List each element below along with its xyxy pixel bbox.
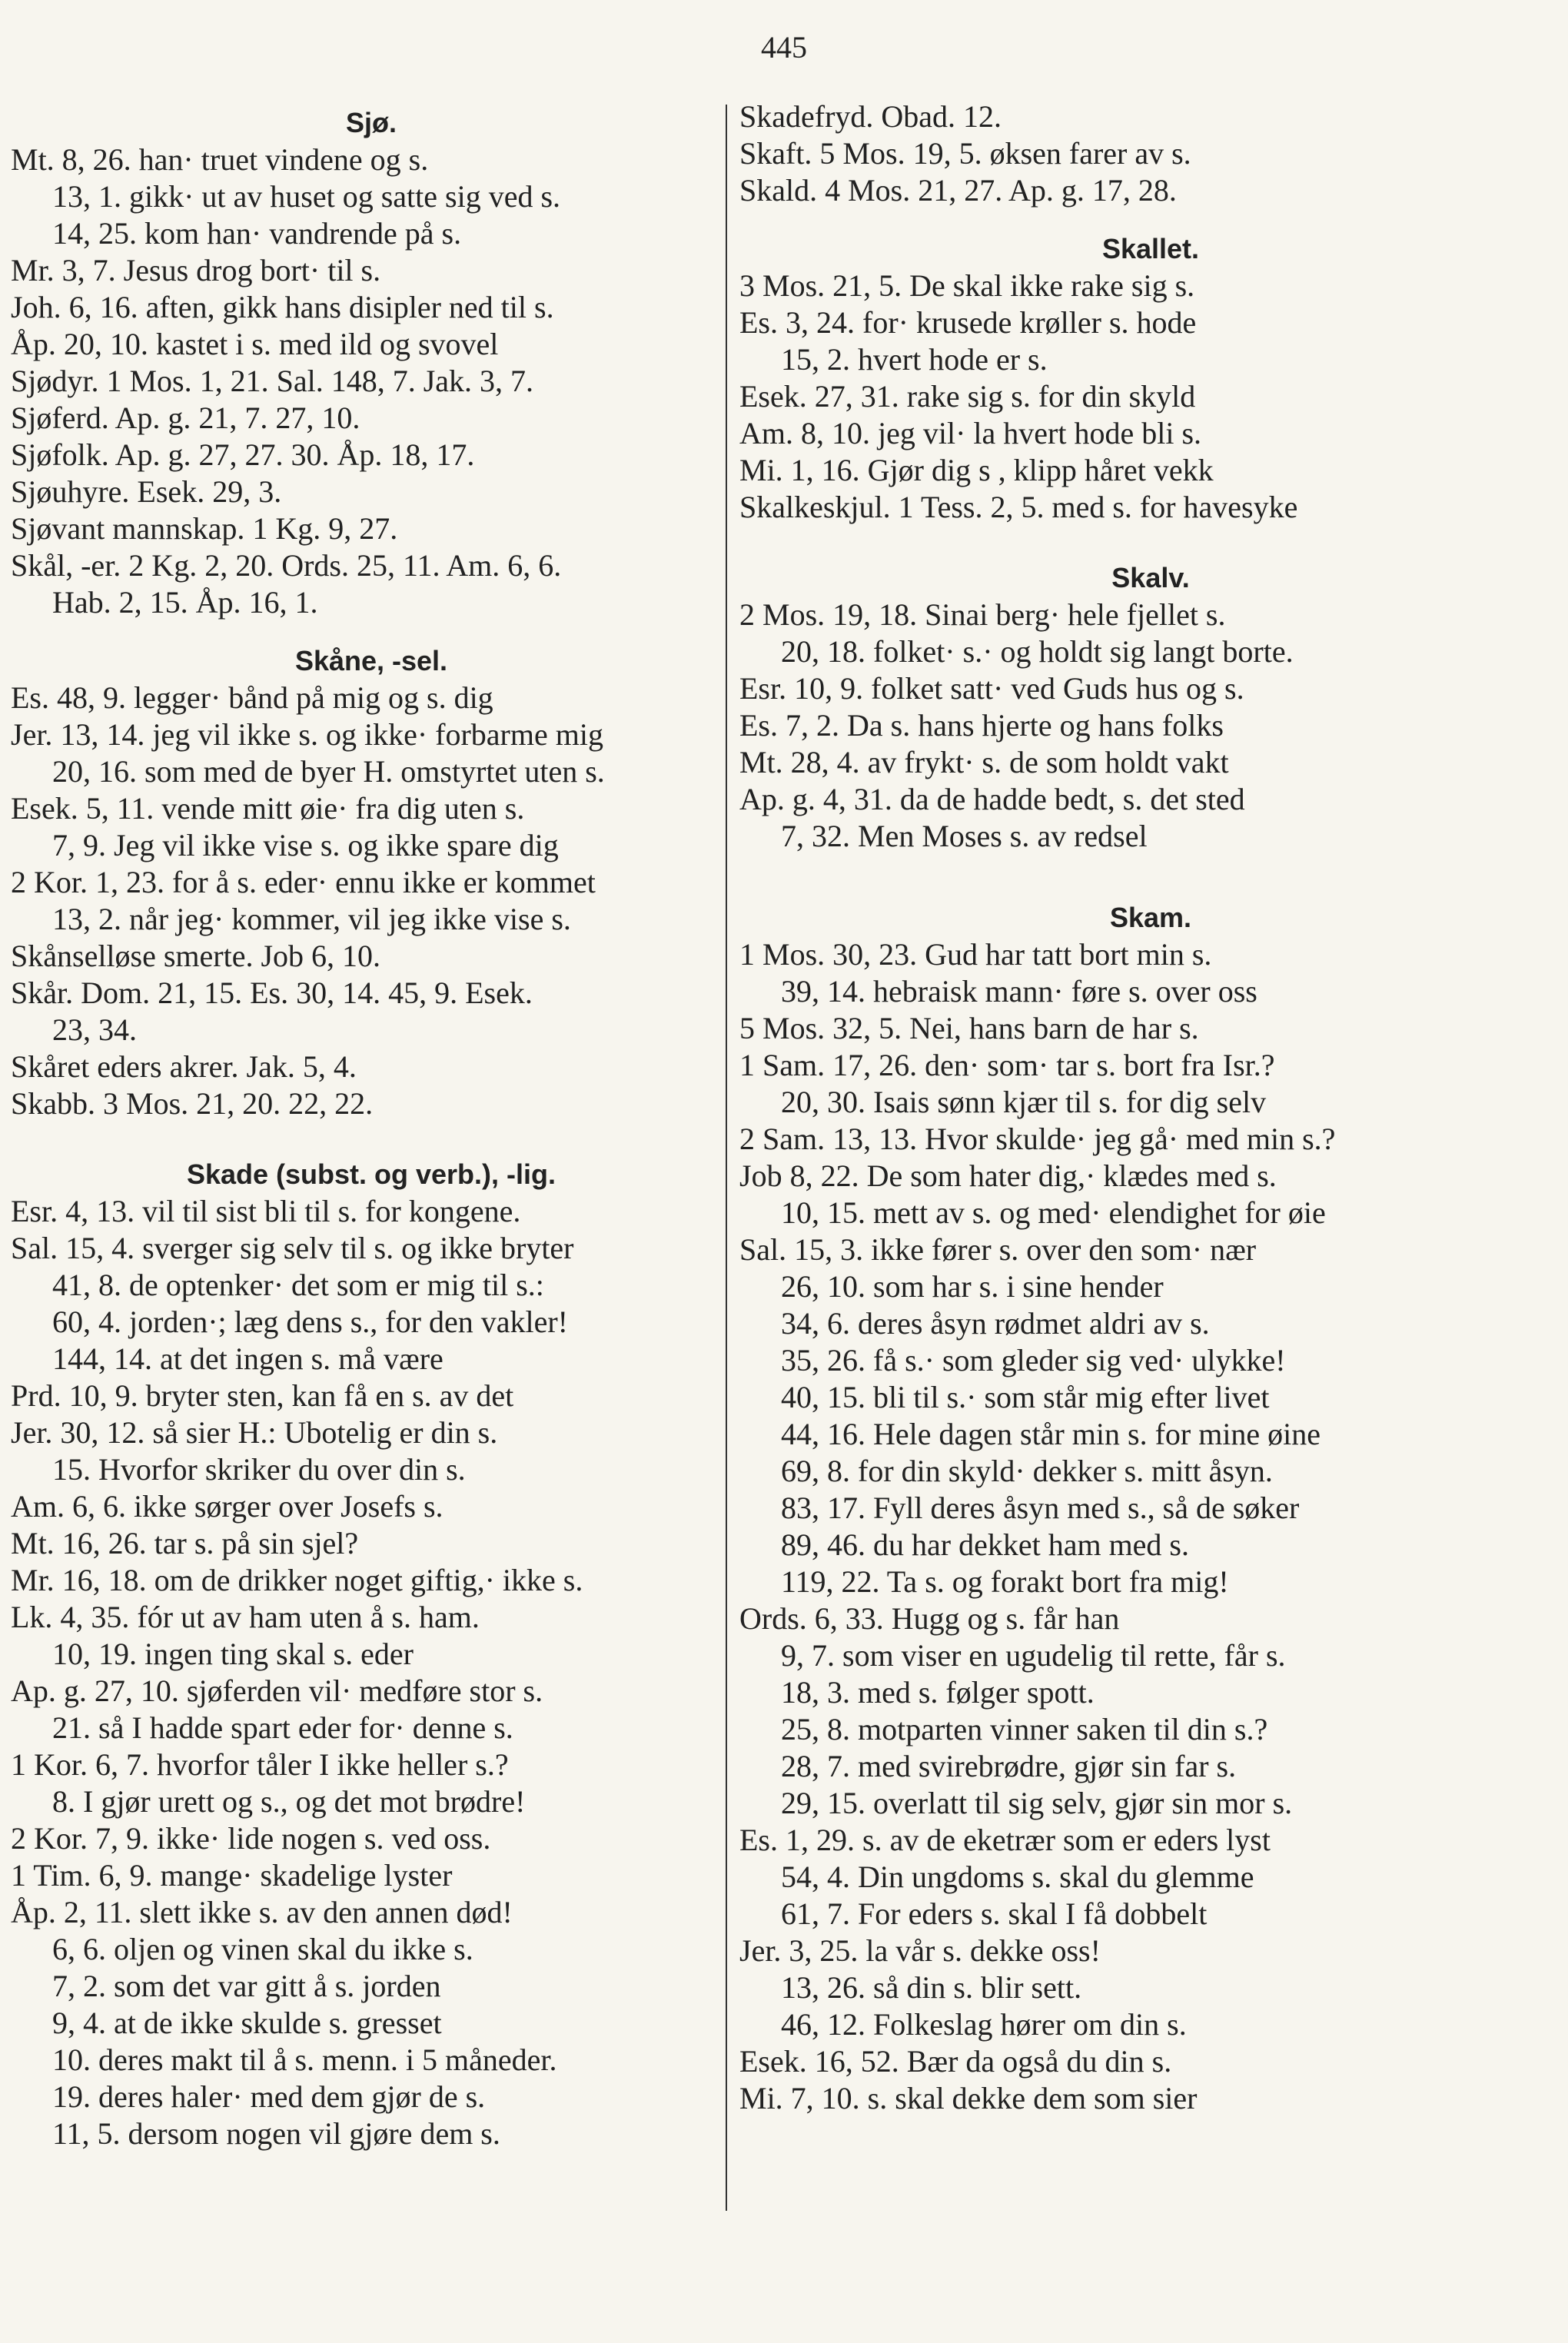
entry-line: 69, 8. for din skyld· dekker s. mitt åsyn. xyxy=(781,1454,1273,1488)
entry-line: Mi. 1, 16. Gjør dig s , klipp håret vekk xyxy=(739,453,1214,487)
entry-line: 83, 17. Fyll deres åsyn med s., så de søker xyxy=(781,1491,1300,1525)
entry-line: 13, 1. gikk· ut av huset og satte sig ved s. xyxy=(52,179,561,214)
entry-line: Skadefryd. Obad. 12. xyxy=(739,99,1002,134)
entry-line: Skalkeskjul. 1 Tess. 2, 5. med s. for havesyke xyxy=(739,490,1298,524)
entry-line: 7, 2. som det var gitt å s. jorden xyxy=(52,1969,441,2003)
entry-line: 1 Kor. 6, 7. hvorfor tåler I ikke heller s.? xyxy=(11,1747,509,1782)
page-number: 445 xyxy=(761,30,807,65)
entry-line: 2 Kor. 7, 9. ikke· lide nogen s. ved oss. xyxy=(11,1821,491,1856)
entry-line: Ords. 6, 33. Hugg og s. får han xyxy=(739,1601,1120,1636)
entry-line: Esek. 27, 31. rake sig s. for din skyld xyxy=(739,379,1196,414)
entry-line: Joh. 6, 16. aften, gikk hans disipler ned til s. xyxy=(11,290,554,324)
entry-line: Sjøuhyre. Esek. 29, 3. xyxy=(11,474,282,509)
entry-line: 19. deres haler· med dem gjør de s. xyxy=(52,2079,486,2114)
entry-line: 44, 16. Hele dagen står min s. for mine øine xyxy=(781,1417,1321,1451)
entry-line: 13, 2. når jeg· kommer, vil jeg ikke vise s. xyxy=(52,902,571,936)
entry-heading: Skam. xyxy=(1109,902,1192,933)
entry-line: 29, 15. overlatt til sig selv, gjør sin mor s. xyxy=(781,1786,1293,1820)
entry-line: 2 Kor. 1, 23. for å s. eder· ennu ikke er kommet xyxy=(11,865,596,899)
entry-line: Sjøvant mannskap. 1 Kg. 9, 27. xyxy=(11,511,398,546)
entry-line: 28, 7. med svirebrødre, gjør sin far s. xyxy=(781,1749,1237,1783)
entry-line: 26, 10. som har s. i sine hender xyxy=(781,1269,1164,1304)
entry-line: 46, 12. Folkeslag hører om din s. xyxy=(781,2007,1187,2042)
entry-line: Åp. 20, 10. kastet i s. med ild og svovel xyxy=(11,327,499,361)
entry-line: 6, 6. oljen og vinen skal du ikke s. xyxy=(52,1932,473,1966)
entry-line: Jer. 3, 25. la vår s. dekke oss! xyxy=(739,1933,1101,1968)
entry-line: 8. I gjør urett og s., og det mot brødre! xyxy=(52,1784,526,1819)
entry-line: Skånselløse smerte. Job 6, 10. xyxy=(11,939,381,973)
entry-line: Ap. g. 27, 10. sjøferden vil· medføre stor s. xyxy=(11,1673,543,1708)
entry-line: Skald. 4 Mos. 21, 27. Ap. g. 17, 28. xyxy=(739,173,1177,208)
entry-line: Prd. 10, 9. bryter sten, kan få en s. av det xyxy=(11,1378,514,1413)
entry-line: Jer. 30, 12. så sier H.: Ubotelig er din s. xyxy=(11,1415,498,1450)
entry-line: Esr. 4, 13. vil til sist bli til s. for kongene. xyxy=(11,1194,521,1228)
entry-line: 15, 2. hvert hode er s. xyxy=(781,342,1048,377)
entry-line: Mt. 28, 4. av frykt· s. de som holdt vakt xyxy=(739,745,1229,779)
entry-line: 40, 15. bli til s.· som står mig efter livet xyxy=(781,1380,1270,1414)
entry-line: 18, 3. med s. følger spott. xyxy=(781,1675,1095,1710)
entry-line: 9, 4. at de ikke skulde s. gresset xyxy=(52,2006,442,2040)
entry-line: Sal. 15, 3. ikke fører s. over den som· nær xyxy=(739,1232,1257,1267)
entry-line: Mt. 16, 26. tar s. på sin sjel? xyxy=(11,1526,359,1560)
entry-line: Es. 1, 29. s. av de eketrær som er eders lyst xyxy=(739,1823,1271,1857)
entry-line: 7, 32. Men Moses s. av redsel xyxy=(781,819,1148,853)
entry-line: Sjødyr. 1 Mos. 1, 21. Sal. 148, 7. Jak. 3, 7. xyxy=(11,364,534,398)
entry-line: 9, 7. som viser en ugudelig til rette, får s. xyxy=(781,1638,1286,1673)
left-column xyxy=(11,98,732,2152)
entry-line: Mr. 3, 7. Jesus drog bort· til s. xyxy=(11,253,381,287)
entry-line: Es. 7, 2. Da s. hans hjerte og hans folks xyxy=(739,708,1224,743)
entry-line: 7, 9. Jeg vil ikke vise s. og ikke spare dig xyxy=(52,828,559,862)
entry-line: Esek. 16, 52. Bær da også du din s. xyxy=(739,2044,1172,2079)
entry-line: Mt. 8, 26. han· truet vindene og s. xyxy=(11,142,429,177)
entry-line: Lk. 4, 35. fór ut av ham uten å s. ham. xyxy=(11,1600,480,1634)
entry-heading: Skalv. xyxy=(1111,562,1190,593)
entry-line: 1 Mos. 30, 23. Gud har tatt bort min s. xyxy=(739,937,1212,972)
entry-line: Ap. g. 4, 31. da de hadde bedt, s. det sted xyxy=(739,782,1245,816)
entry-line: Åp. 2, 11. slett ikke s. av den annen død! xyxy=(11,1895,513,1929)
entry-line: Am. 6, 6. ikke sørger over Josefs s. xyxy=(11,1489,443,1524)
entry-line: 54, 4. Din ungdoms s. skal du glemme xyxy=(781,1859,1254,1894)
entry-line: Es. 48, 9. legger· bånd på mig og s. dig xyxy=(11,680,493,715)
entry-line: 2 Mos. 19, 18. Sinai berg· hele fjellet s. xyxy=(739,597,1226,632)
entry-line: Esek. 5, 11. vende mitt øie· fra dig uten s. xyxy=(11,791,525,826)
entry-line: Mi. 7, 10. s. skal dekke dem som sier xyxy=(739,2081,1198,2115)
entry-line: Job 8, 22. De som hater dig,· klædes med s. xyxy=(739,1158,1277,1193)
entry-line: 25, 8. motparten vinner saken til din s.? xyxy=(781,1712,1268,1746)
entry-line: 60, 4. jorden·; læg dens s., for den vakler! xyxy=(52,1304,568,1339)
entry-line: Sjøfolk. Ap. g. 27, 27. 30. Åp. 18, 17. xyxy=(11,437,475,472)
entry-line: Skål, -er. 2 Kg. 2, 20. Ords. 25, 11. Am. 6, 6. xyxy=(11,548,562,583)
entry-line: Skaft. 5 Mos. 19, 5. øksen farer av s. xyxy=(739,136,1191,171)
entry-line: 119, 22. Ta s. og forakt bort fra mig! xyxy=(781,1564,1229,1599)
entry-line: 1 Sam. 17, 26. den· som· tar s. bort fra Isr.? xyxy=(739,1048,1275,1082)
entry-line: 21. så I hadde spart eder for· denne s. xyxy=(52,1710,513,1745)
entry-heading: Sjø. xyxy=(345,107,397,138)
entry-line: 3 Mos. 21, 5. De skal ikke rake sig s. xyxy=(739,268,1195,303)
entry-line: 41, 8. de optenker· det som er mig til s.: xyxy=(52,1268,544,1302)
entry-line: 39, 14. hebraisk mann· føre s. over oss xyxy=(781,974,1257,1009)
entry-line: Skåret eders akrer. Jak. 5, 4. xyxy=(11,1049,357,1084)
entry-line: 35, 26. få s.· som gleder sig ved· ulykke! xyxy=(781,1343,1286,1378)
entry-line: Sal. 15, 4. sverger sig selv til s. og ikke bryter xyxy=(11,1231,574,1265)
entry-line: Esr. 10, 9. folket satt· ved Guds hus og s. xyxy=(739,671,1244,706)
entry-line: 15. Hvorfor skriker du over din s. xyxy=(52,1452,466,1487)
entry-line: Es. 3, 24. for· krusede krøller s. hode xyxy=(739,305,1197,340)
entry-line: Hab. 2, 15. Åp. 16, 1. xyxy=(52,585,318,620)
entry-line: 13, 26. så din s. blir sett. xyxy=(781,1970,1082,2005)
entry-line: 23, 34. xyxy=(52,1012,137,1047)
entry-line: 61, 7. For eders s. skal I få dobbelt xyxy=(781,1896,1208,1931)
entry-line: Mr. 16, 18. om de drikker noget giftig,· ikke s. xyxy=(11,1563,583,1597)
entry-line: 11, 5. dersom nogen vil gjøre dem s. xyxy=(52,2116,500,2151)
entry-line: 2 Sam. 13, 13. Hvor skulde· jeg gå· med min s.? xyxy=(739,1122,1336,1156)
entry-line: Skabb. 3 Mos. 21, 20. 22, 22. xyxy=(11,1086,374,1121)
entry-line: 1 Tim. 6, 9. mange· skadelige lyster xyxy=(11,1858,453,1893)
entry-line: Jer. 13, 14. jeg vil ikke s. og ikke· forbarme mig xyxy=(11,717,603,752)
entry-line: 144, 14. at det ingen s. må være xyxy=(52,1341,443,1376)
entry-heading: Skade (subst. og verb.), -lig. xyxy=(186,1158,556,1190)
entry-line: 89, 46. du har dekket ham med s. xyxy=(781,1527,1189,1562)
entry-line: 14, 25. kom han· vandrende på s. xyxy=(52,216,462,251)
entry-line: 34, 6. deres åsyn rødmet aldri av s. xyxy=(781,1306,1210,1341)
entry-line: 10, 19. ingen ting skal s. eder xyxy=(52,1637,414,1671)
right-column xyxy=(739,98,1562,2117)
entry-line: 5 Mos. 32, 5. Nei, hans barn de har s. xyxy=(739,1011,1199,1045)
entry-heading: Skåne, -sel. xyxy=(294,645,448,676)
entry-line: 20, 16. som med de byer H. omstyrtet uten s. xyxy=(52,754,605,789)
entry-heading: Skallet. xyxy=(1101,233,1200,264)
entry-line: 20, 18. folket· s.· og holdt sig langt borte. xyxy=(781,634,1294,669)
entry-line: Sjøferd. Ap. g. 21, 7. 27, 10. xyxy=(11,400,360,435)
entry-line: 10. deres makt til å s. menn. i 5 måneder. xyxy=(52,2042,557,2077)
entry-line: 10, 15. mett av s. og med· elendighet for øie xyxy=(781,1195,1326,1230)
entry-line: Skår. Dom. 21, 15. Es. 30, 14. 45, 9. Esek. xyxy=(11,975,533,1010)
entry-line: 20, 30. Isais sønn kjær til s. for dig selv xyxy=(781,1085,1267,1119)
entry-line: Am. 8, 10. jeg vil· la hvert hode bli s. xyxy=(739,416,1202,450)
